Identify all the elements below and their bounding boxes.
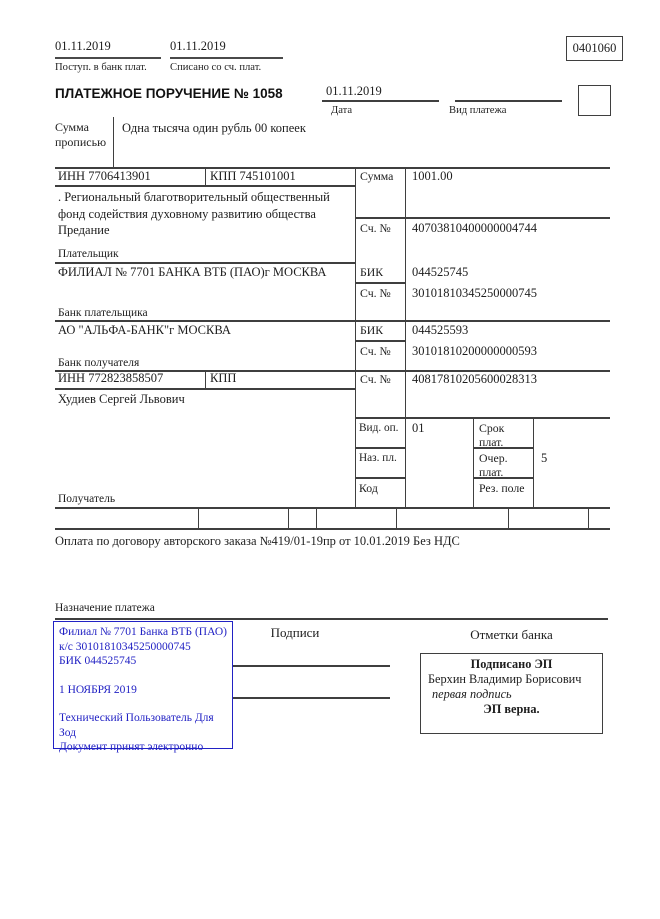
table-line <box>55 262 355 264</box>
signed-ep-box <box>420 653 603 734</box>
beneficiary-bank-section-label: Банк получателя <box>58 357 140 369</box>
table-line <box>355 447 406 449</box>
table-line <box>355 217 610 219</box>
beneficiary-name: Худиев Сергей Львович <box>58 392 185 406</box>
order-date-value: 01.11.2019 <box>326 84 382 98</box>
table-line <box>473 417 474 508</box>
tax-strip-divider <box>288 507 289 528</box>
payment-type-line <box>455 100 562 102</box>
beneficiary-account-value: 40817810205600028313 <box>412 372 537 386</box>
signatures-label: Подписи <box>270 625 320 640</box>
tax-strip-divider <box>508 507 509 528</box>
op-type-label: Вид. оп. <box>359 422 399 434</box>
reserve-label: Рез. поле <box>479 481 525 495</box>
beneficiary-bank-account-value: 30101810200000000593 <box>412 344 537 358</box>
stamp-note: Документ принят электронно <box>59 741 204 753</box>
stamp-corr-account: к/с 30101810345250000745 <box>59 640 191 653</box>
table-line <box>355 417 610 419</box>
order-date-label: Дата <box>331 105 353 116</box>
signature-kind: первая подпись <box>432 687 512 701</box>
payer-bank-bik-value: 044525745 <box>412 265 469 279</box>
purpose-label: Назначение платежа <box>55 602 155 614</box>
payer-account-label: Сч. № <box>360 221 391 235</box>
payer-kpp: КПП 745101001 <box>210 169 296 183</box>
debited-date-value: 01.11.2019 <box>170 39 226 53</box>
table-line <box>55 507 610 509</box>
purpose-text: Оплата по договору авторского заказа №419/01-19пр от 10.01.2019 Без НДС <box>55 534 460 548</box>
priority-value: 5 <box>541 451 548 465</box>
bank-marks-label: Отметки банка <box>470 627 553 642</box>
payer-bank-section-label: Банк плательщика <box>58 307 148 319</box>
payer-bank-bik-label: БИК <box>360 265 384 279</box>
bank-stamp-box <box>53 621 233 753</box>
debited-date-line <box>170 57 283 59</box>
beneficiary-section-label: Получатель <box>58 493 116 505</box>
footer-top-line <box>55 618 608 620</box>
signature-validity: ЭП верна. <box>483 702 540 716</box>
table-line <box>405 167 406 508</box>
table-line <box>355 477 406 479</box>
pay-purpose-label: Наз. пл. <box>359 452 397 464</box>
tax-strip-divider <box>316 507 317 528</box>
table-line <box>355 282 406 284</box>
payer-account-value: 40703810400000004744 <box>412 221 537 235</box>
stamp-bank-name: Филиал № 7701 Банка ВТБ (ПАО) <box>59 626 227 638</box>
received-date-line <box>55 57 161 59</box>
beneficiary-bank-bik-value: 044525593 <box>412 323 469 337</box>
stamp-date: 1 НОЯБРЯ 2019 <box>59 683 137 696</box>
sum-label: Сумма <box>360 169 394 183</box>
beneficiary-bank-bik-label: БИК <box>360 323 384 337</box>
signature-line <box>233 665 390 667</box>
beneficiary-inn: ИНН 772823858507 <box>58 371 164 385</box>
amount-words-value: Одна тысяча один рубль 00 копеек <box>122 121 306 135</box>
amount-words-divider <box>113 117 114 167</box>
received-date-value: 01.11.2019 <box>55 39 111 53</box>
tax-strip-divider <box>198 507 199 528</box>
payer-bank-account-value: 30101810345250000745 <box>412 286 537 300</box>
order-date-line <box>322 100 439 102</box>
table-line <box>205 370 206 388</box>
payment-type-label: Вид платежа <box>449 105 507 116</box>
received-date-label: Поступ. в банк плат. <box>55 62 147 73</box>
stamp-user: Технический Пользователь Для Зод <box>59 712 214 739</box>
signer-name: Берхин Владимир Борисович <box>428 672 582 686</box>
op-type-value: 01 <box>412 421 425 435</box>
beneficiary-bank-account-label: Сч. № <box>360 344 391 358</box>
payer-section-label: Плательщик <box>58 248 119 260</box>
signed-ep-title: Подписано ЭП <box>470 657 553 671</box>
beneficiary-bank-name: АО "АЛЬФА-БАНК"г МОСКВА <box>58 323 231 337</box>
table-line <box>355 167 356 508</box>
payment-order-title: ПЛАТЕЖНОЕ ПОРУЧЕНИЕ № 1058 <box>55 86 283 101</box>
tax-strip-divider <box>588 507 589 528</box>
table-line <box>205 167 206 185</box>
code-label: Код <box>359 481 378 495</box>
payer-status-box <box>578 85 611 116</box>
due-date-label: Срок плат. <box>479 421 505 449</box>
table-line <box>355 340 406 342</box>
priority-label: Очер. плат. <box>479 451 508 479</box>
payer-bank-name: ФИЛИАЛ № 7701 БАНКА ВТБ (ПАО)г МОСКВА <box>58 265 327 279</box>
table-line <box>55 388 355 390</box>
beneficiary-kpp-label: КПП <box>210 371 237 385</box>
form-code-box: 0401060 <box>566 36 623 61</box>
signature-line <box>233 697 390 699</box>
stamp-bik: БИК 044525745 <box>59 655 137 667</box>
tax-strip-divider <box>396 507 397 528</box>
amount-words-label: Сумма прописью <box>55 120 107 149</box>
payer-inn: ИНН 7706413901 <box>58 169 151 183</box>
sum-value: 1001.00 <box>412 169 453 183</box>
table-line <box>55 185 355 187</box>
debited-date-label: Списано со сч. плат. <box>170 62 262 73</box>
beneficiary-account-label: Сч. № <box>360 372 391 386</box>
payer-name: . Региональный благотворительный общественный фонд содействия духовному развитию общества Предание <box>58 190 330 237</box>
table-line <box>55 528 610 530</box>
payer-bank-account-label: Сч. № <box>360 286 391 300</box>
table-line <box>533 417 534 508</box>
